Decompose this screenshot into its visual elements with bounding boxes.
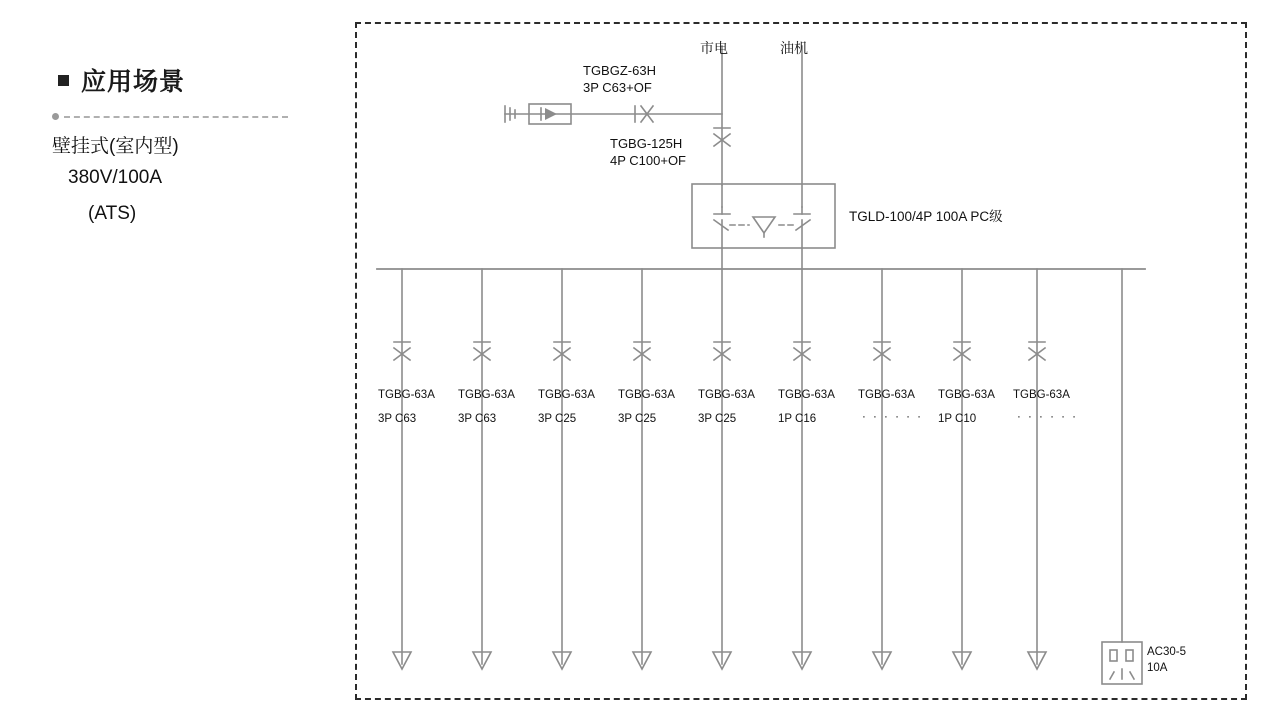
branch-label-5-line2: 3P C25 <box>698 413 737 425</box>
page-title-text: 应用场景 <box>81 68 186 96</box>
source-label-generator: 油机 <box>780 40 808 56</box>
device-label-tgbgz63h-line1: TGBGZ-63H <box>583 63 656 78</box>
divider <box>52 111 288 121</box>
single-line-diagram <box>355 22 1247 700</box>
branch-label-8-line1: TGBG-63A <box>938 389 995 401</box>
branch-label-5-line1: TGBG-63A <box>698 389 755 401</box>
divider-dot-icon <box>52 113 59 120</box>
spec-line-type: 壁挂式(室内型) <box>52 136 179 157</box>
square-bullet-icon <box>58 75 69 86</box>
diagram-schematic <box>357 24 1245 698</box>
branch-label-9-line1: TGBG-63A <box>1013 389 1070 401</box>
branch-label-3-line1: TGBG-63A <box>538 389 595 401</box>
branch-label-4-line1: TGBG-63A <box>618 389 675 401</box>
left-info-panel <box>0 0 330 721</box>
branch-label-7-line1: TGBG-63A <box>858 389 915 401</box>
branch-label-2-line1: TGBG-63A <box>458 389 515 401</box>
ats-label: TGLD-100/4P 100A PC级 <box>849 209 1003 224</box>
device-label-tgbg125h-line1: TGBG-125H <box>610 136 683 151</box>
source-label-mains: 市电 <box>700 40 728 56</box>
device-label-tgbg125h-line2: 4P C100+OF <box>610 153 687 168</box>
branch-label-1-line2: 3P C63 <box>378 413 417 425</box>
device-label-tgbgz63h-line2: 3P C63+OF <box>583 80 652 95</box>
branch-label-9-line2: · · · · · · <box>1017 411 1078 423</box>
branch-label-2-line2: 3P C63 <box>458 413 497 425</box>
branch-label-8-line2: 1P C10 <box>938 413 977 425</box>
spec-line-ats: (ATS) <box>88 203 137 224</box>
page-title <box>58 62 185 98</box>
branch-label-4-line2: 3P C25 <box>618 413 657 425</box>
branch-label-6-line2: 1P C16 <box>778 413 817 425</box>
spec-line-rating: 380V/100A <box>68 167 163 188</box>
branch-label-7-line2: · · · · · · <box>862 411 923 423</box>
divider-dashed-line <box>64 116 288 118</box>
socket-label-line1: AC30-5 <box>1147 646 1186 658</box>
branch-label-1-line1: TGBG-63A <box>378 389 435 401</box>
branch-label-6-line1: TGBG-63A <box>778 389 835 401</box>
branch-label-3-line2: 3P C25 <box>538 413 577 425</box>
socket-label-line2: 10A <box>1147 662 1168 674</box>
